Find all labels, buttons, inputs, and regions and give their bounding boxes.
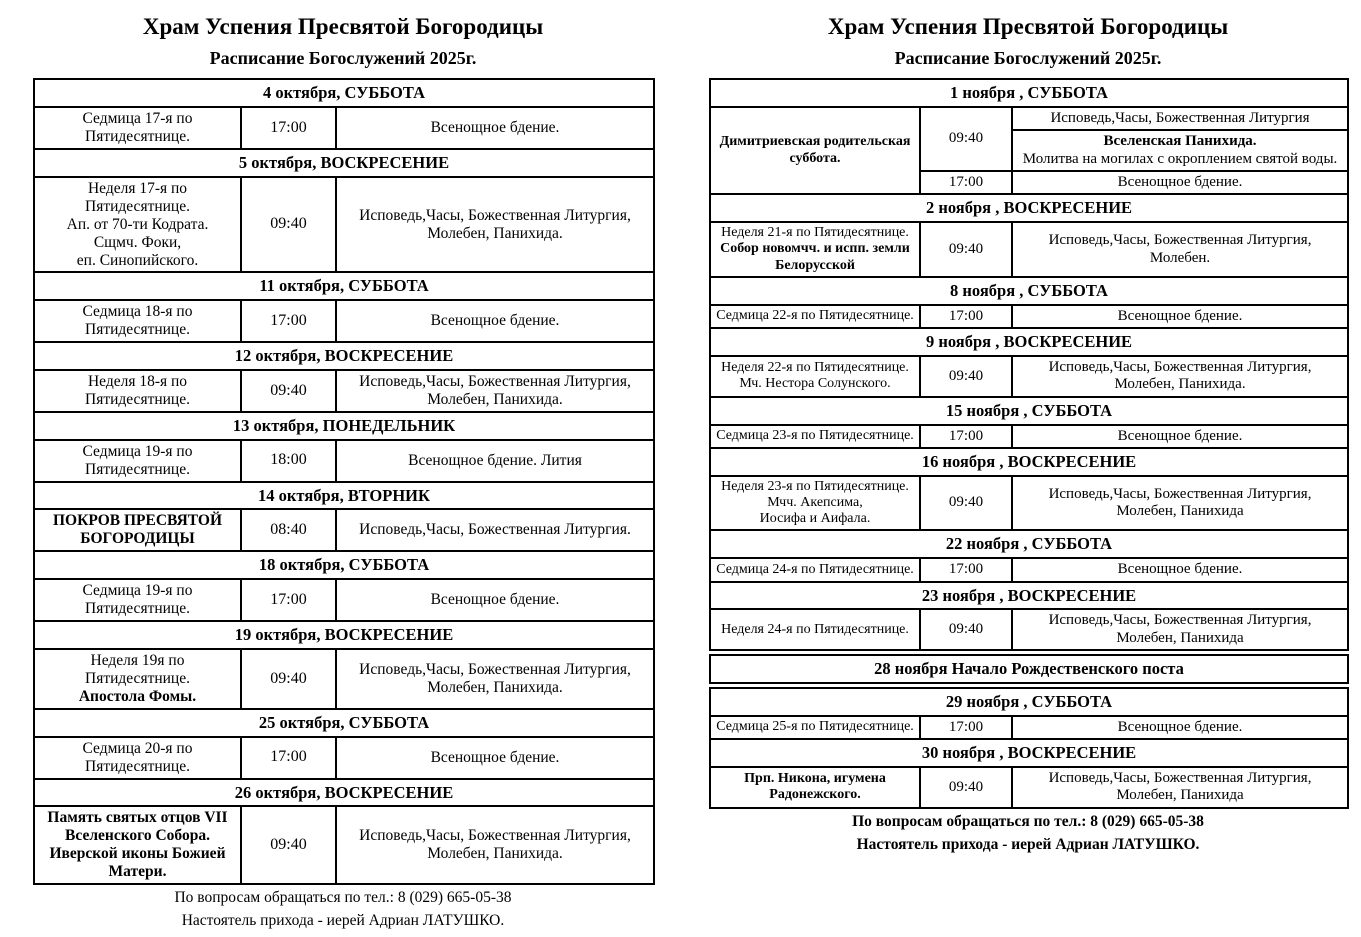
november-schedule-tables — [709, 78, 1347, 809]
text-line: Седмица 17-я по Пятидесятнице. — [82, 109, 193, 145]
time-cell: 09:40 — [241, 177, 336, 273]
time-cell: 09:40 — [241, 649, 336, 709]
time-cell: 09:40 — [920, 222, 1012, 277]
text-line: Всенощное бдение. — [1117, 174, 1243, 191]
service-cell — [1012, 222, 1348, 277]
date-header: 8 ноября , СУББОТА — [710, 277, 1348, 305]
service-cell — [336, 649, 654, 709]
time-cell: 09:40 — [241, 806, 336, 884]
text-line: Исповедь,Часы, Божественная Литургия, Молебен, Панихида. — [1048, 358, 1312, 393]
service-cell — [1012, 130, 1348, 171]
date-header: 15 ноября , СУББОТА — [710, 397, 1348, 425]
name-cell — [34, 649, 241, 709]
october-column — [33, 8, 653, 932]
text-line: Седмица 19-я по Пятидесятнице. — [82, 442, 193, 478]
time-cell: 17:00 — [920, 716, 1012, 739]
date-header: 11 октября, СУББОТА — [34, 272, 654, 300]
time-cell: 17:00 — [920, 558, 1012, 581]
text-line: Исповедь,Часы, Божественная Литургия, Молебен, Панихида — [1048, 612, 1312, 646]
text-line: Димитриевская родительская суббота. — [719, 134, 911, 166]
text-line: Вселенская Панихида. — [1103, 133, 1257, 150]
name-cell — [34, 737, 241, 779]
text-line: Исповедь,Часы, Божественная Литургия. — [359, 521, 631, 539]
november-column — [709, 8, 1347, 932]
time-cell: 08:40 — [241, 509, 336, 551]
date-header: 19 октября, ВОСКРЕСЕНИЕ — [34, 621, 654, 649]
name-cell — [34, 370, 241, 412]
text-line: Всенощное бдение. — [1117, 307, 1243, 324]
date-header: 18 октября, СУББОТА — [34, 551, 654, 579]
time-cell: 17:00 — [920, 305, 1012, 328]
date-header: 14 октября, ВТОРНИК — [34, 482, 654, 510]
text-line: Неделя 21-я по Пятидесятнице. — [721, 225, 909, 241]
text-line: Память святых отцов VII Вселенского Собора. — [47, 809, 228, 845]
text-line: Иверской иконы Божией Матери. — [49, 845, 226, 881]
name-cell — [710, 305, 920, 328]
text-line: Иосифа и Аифала. — [759, 511, 871, 527]
page-title: Храм Успения Пресвятой Богородицы — [827, 14, 1229, 39]
date-header: 30 ноября , ВОСКРЕСЕНИЕ — [710, 739, 1348, 767]
text-line: Исповедь,Часы, Божественная Литургия, Молебен, Панихида. — [359, 206, 631, 242]
date-header: 28 ноября Начало Рождественского поста — [710, 655, 1348, 683]
text-line: Всенощное бдение. — [430, 312, 560, 330]
text-line: Седмица 19-я по Пятидесятнице. — [82, 582, 193, 618]
date-header: 9 ноября , ВОСКРЕСЕНИЕ — [710, 328, 1348, 356]
schedule-subtitle: Расписание Богослужений 2025г. — [894, 48, 1162, 69]
text-line: Ап. от 70-ти Кодрата. — [66, 215, 209, 233]
name-cell — [34, 806, 241, 884]
text-line: Исповедь,Часы, Божественная Литургия, Молебен, Панихида — [1048, 769, 1312, 804]
date-header: 5 октября, ВОСКРЕСЕНИЕ — [34, 149, 654, 177]
service-cell — [336, 509, 654, 551]
service-cell — [336, 370, 654, 412]
schedule-table — [709, 687, 1349, 809]
date-header: 1 ноября , СУББОТА — [710, 79, 1348, 107]
time-cell: 09:40 — [920, 107, 1012, 171]
service-cell — [336, 806, 654, 884]
page-title: Храм Успения Пресвятой Богородицы — [142, 14, 544, 39]
text-line: Неделя 24-я по Пятидесятнице. — [721, 621, 909, 637]
text-line: Всенощное бдение. — [430, 118, 560, 136]
name-cell — [710, 558, 920, 581]
text-line: Всенощное бдение. — [1117, 427, 1243, 444]
text-line: Неделя 23-я по Пятидесятнице. — [721, 478, 909, 494]
service-cell — [1012, 425, 1348, 448]
time-cell: 09:40 — [920, 767, 1012, 808]
date-header: 2 ноября , ВОСКРЕСЕНИЕ — [710, 194, 1348, 222]
time-cell: 17:00 — [241, 737, 336, 779]
schedule-subtitle: Расписание Богослужений 2025г. — [209, 48, 477, 69]
text-line: Седмица 20-я по Пятидесятнице. — [82, 739, 193, 775]
service-cell — [336, 107, 654, 149]
text-line: Всенощное бдение. — [430, 748, 560, 766]
rector-line: Настоятель прихода - иерей Адриан ЛАТУШКО. — [856, 835, 1200, 853]
name-cell — [34, 107, 241, 149]
text-line: Мч. Нестора Солунского. — [739, 376, 891, 392]
service-cell — [1012, 107, 1348, 130]
schedule-table — [709, 78, 1349, 651]
text-line: Сщмч. Фоки, — [93, 233, 182, 251]
time-cell: 09:40 — [920, 609, 1012, 650]
contact-phone-line: По вопросам обращаться по тел.: 8 (029) 665-05-38 — [852, 812, 1204, 830]
service-cell — [1012, 716, 1348, 739]
text-line: Собор новомчч. и испп. земли Белорусской — [720, 241, 910, 273]
time-cell: 09:40 — [920, 476, 1012, 531]
name-cell — [34, 440, 241, 482]
october-schedule-tables — [33, 78, 653, 885]
name-cell — [710, 222, 920, 277]
date-header: 4 октября, СУББОТА — [34, 79, 654, 107]
time-cell: 17:00 — [920, 171, 1012, 194]
service-cell — [336, 177, 654, 273]
name-cell — [710, 609, 920, 650]
text-line: Исповедь,Часы, Божественная Литургия — [1050, 109, 1310, 126]
service-cell — [1012, 356, 1348, 397]
service-cell — [1012, 305, 1348, 328]
date-header: 29 ноября , СУББОТА — [710, 688, 1348, 716]
name-cell — [710, 425, 920, 448]
name-cell — [34, 579, 241, 621]
name-cell — [710, 767, 920, 808]
name-cell — [34, 509, 241, 551]
service-cell — [1012, 171, 1348, 194]
service-cell — [1012, 558, 1348, 581]
text-line: Исповедь,Часы, Божественная Литургия, Молебен, Панихида. — [359, 373, 631, 408]
time-cell: 09:40 — [241, 370, 336, 412]
name-cell — [710, 476, 920, 531]
name-cell — [710, 107, 920, 195]
text-line: Всенощное бдение. — [1117, 561, 1243, 578]
text-line: Неделя 18-я по Пятидесятнице. — [85, 373, 190, 408]
text-line: Седмица 24-я по Пятидесятнице. — [716, 561, 914, 577]
date-header: 22 ноября , СУББОТА — [710, 530, 1348, 558]
date-header: 26 октября, ВОСКРЕСЕНИЕ — [34, 779, 654, 807]
time-cell: 17:00 — [241, 300, 336, 342]
text-line: Всенощное бдение. Лития — [408, 451, 582, 469]
name-cell — [710, 716, 920, 739]
text-line: ПОКРОВ ПРЕСВЯТОЙ БОГОРОДИЦЫ — [52, 512, 223, 548]
time-cell: 18:00 — [241, 440, 336, 482]
schedule-table — [709, 654, 1349, 684]
service-cell — [1012, 609, 1348, 650]
text-line: Неделя 17-я по Пятидесятнице. — [85, 179, 190, 215]
text-line: Седмица 25-я по Пятидесятнице. — [716, 719, 914, 735]
date-header: 23 ноября , ВОСКРЕСЕНИЕ — [710, 582, 1348, 610]
service-cell — [336, 440, 654, 482]
time-cell: 09:40 — [920, 356, 1012, 397]
service-cell — [1012, 476, 1348, 531]
text-line: Молитва на могилах с окроплением святой воды. — [1022, 150, 1338, 167]
time-cell: 17:00 — [241, 579, 336, 621]
text-line: Седмица 18-я по Пятидесятнице. — [82, 303, 193, 339]
service-cell — [336, 737, 654, 779]
text-line: Прп. Никона, игумена Радонежского. — [744, 771, 886, 803]
text-line: Седмица 22-я по Пятидесятнице. — [716, 308, 914, 324]
contact-phone-line: По вопросам обращаться по тел.: 8 (029) 665-05-38 — [174, 889, 512, 907]
text-line: Неделя 22-я по Пятидесятнице. — [721, 360, 909, 376]
text-line: Исповедь,Часы, Божественная Литургия, Молебен, Панихида. — [359, 660, 631, 696]
time-cell: 17:00 — [241, 107, 336, 149]
text-line: еп. Синопийского. — [76, 251, 199, 269]
date-header: 12 октября, ВОСКРЕСЕНИЕ — [34, 342, 654, 370]
service-cell — [1012, 767, 1348, 808]
rector-line: Настоятель прихода - иерей Адриан ЛАТУШКО. — [181, 912, 505, 930]
text-line: Неделя 19я по Пятидесятнице. — [85, 651, 190, 687]
text-line: Исповедь,Часы, Божественная Литургия, Молебен, Панихида — [1048, 485, 1312, 520]
text-line: Исповедь,Часы, Божественная Литургия, Молебен. — [1048, 232, 1312, 266]
date-header: 16 ноября , ВОСКРЕСЕНИЕ — [710, 448, 1348, 476]
time-cell: 17:00 — [920, 425, 1012, 448]
text-line: Всенощное бдение. — [430, 591, 560, 609]
name-cell — [34, 300, 241, 342]
text-line: Всенощное бдение. — [1117, 718, 1243, 735]
text-line: Исповедь,Часы, Божественная Литургия, Молебен, Панихида. — [359, 827, 631, 863]
date-header: 25 октября, СУББОТА — [34, 709, 654, 737]
schedule-table — [33, 78, 655, 885]
name-cell — [34, 177, 241, 273]
text-line: Мчч. Акепсима, — [767, 494, 863, 510]
date-header: 13 октября, ПОНЕДЕЛЬНИК — [34, 412, 654, 440]
service-cell — [336, 300, 654, 342]
name-cell — [710, 356, 920, 397]
text-line: Апостола Фомы. — [78, 687, 197, 705]
service-cell — [336, 579, 654, 621]
text-line: Седмица 23-я по Пятидесятнице. — [716, 428, 914, 444]
